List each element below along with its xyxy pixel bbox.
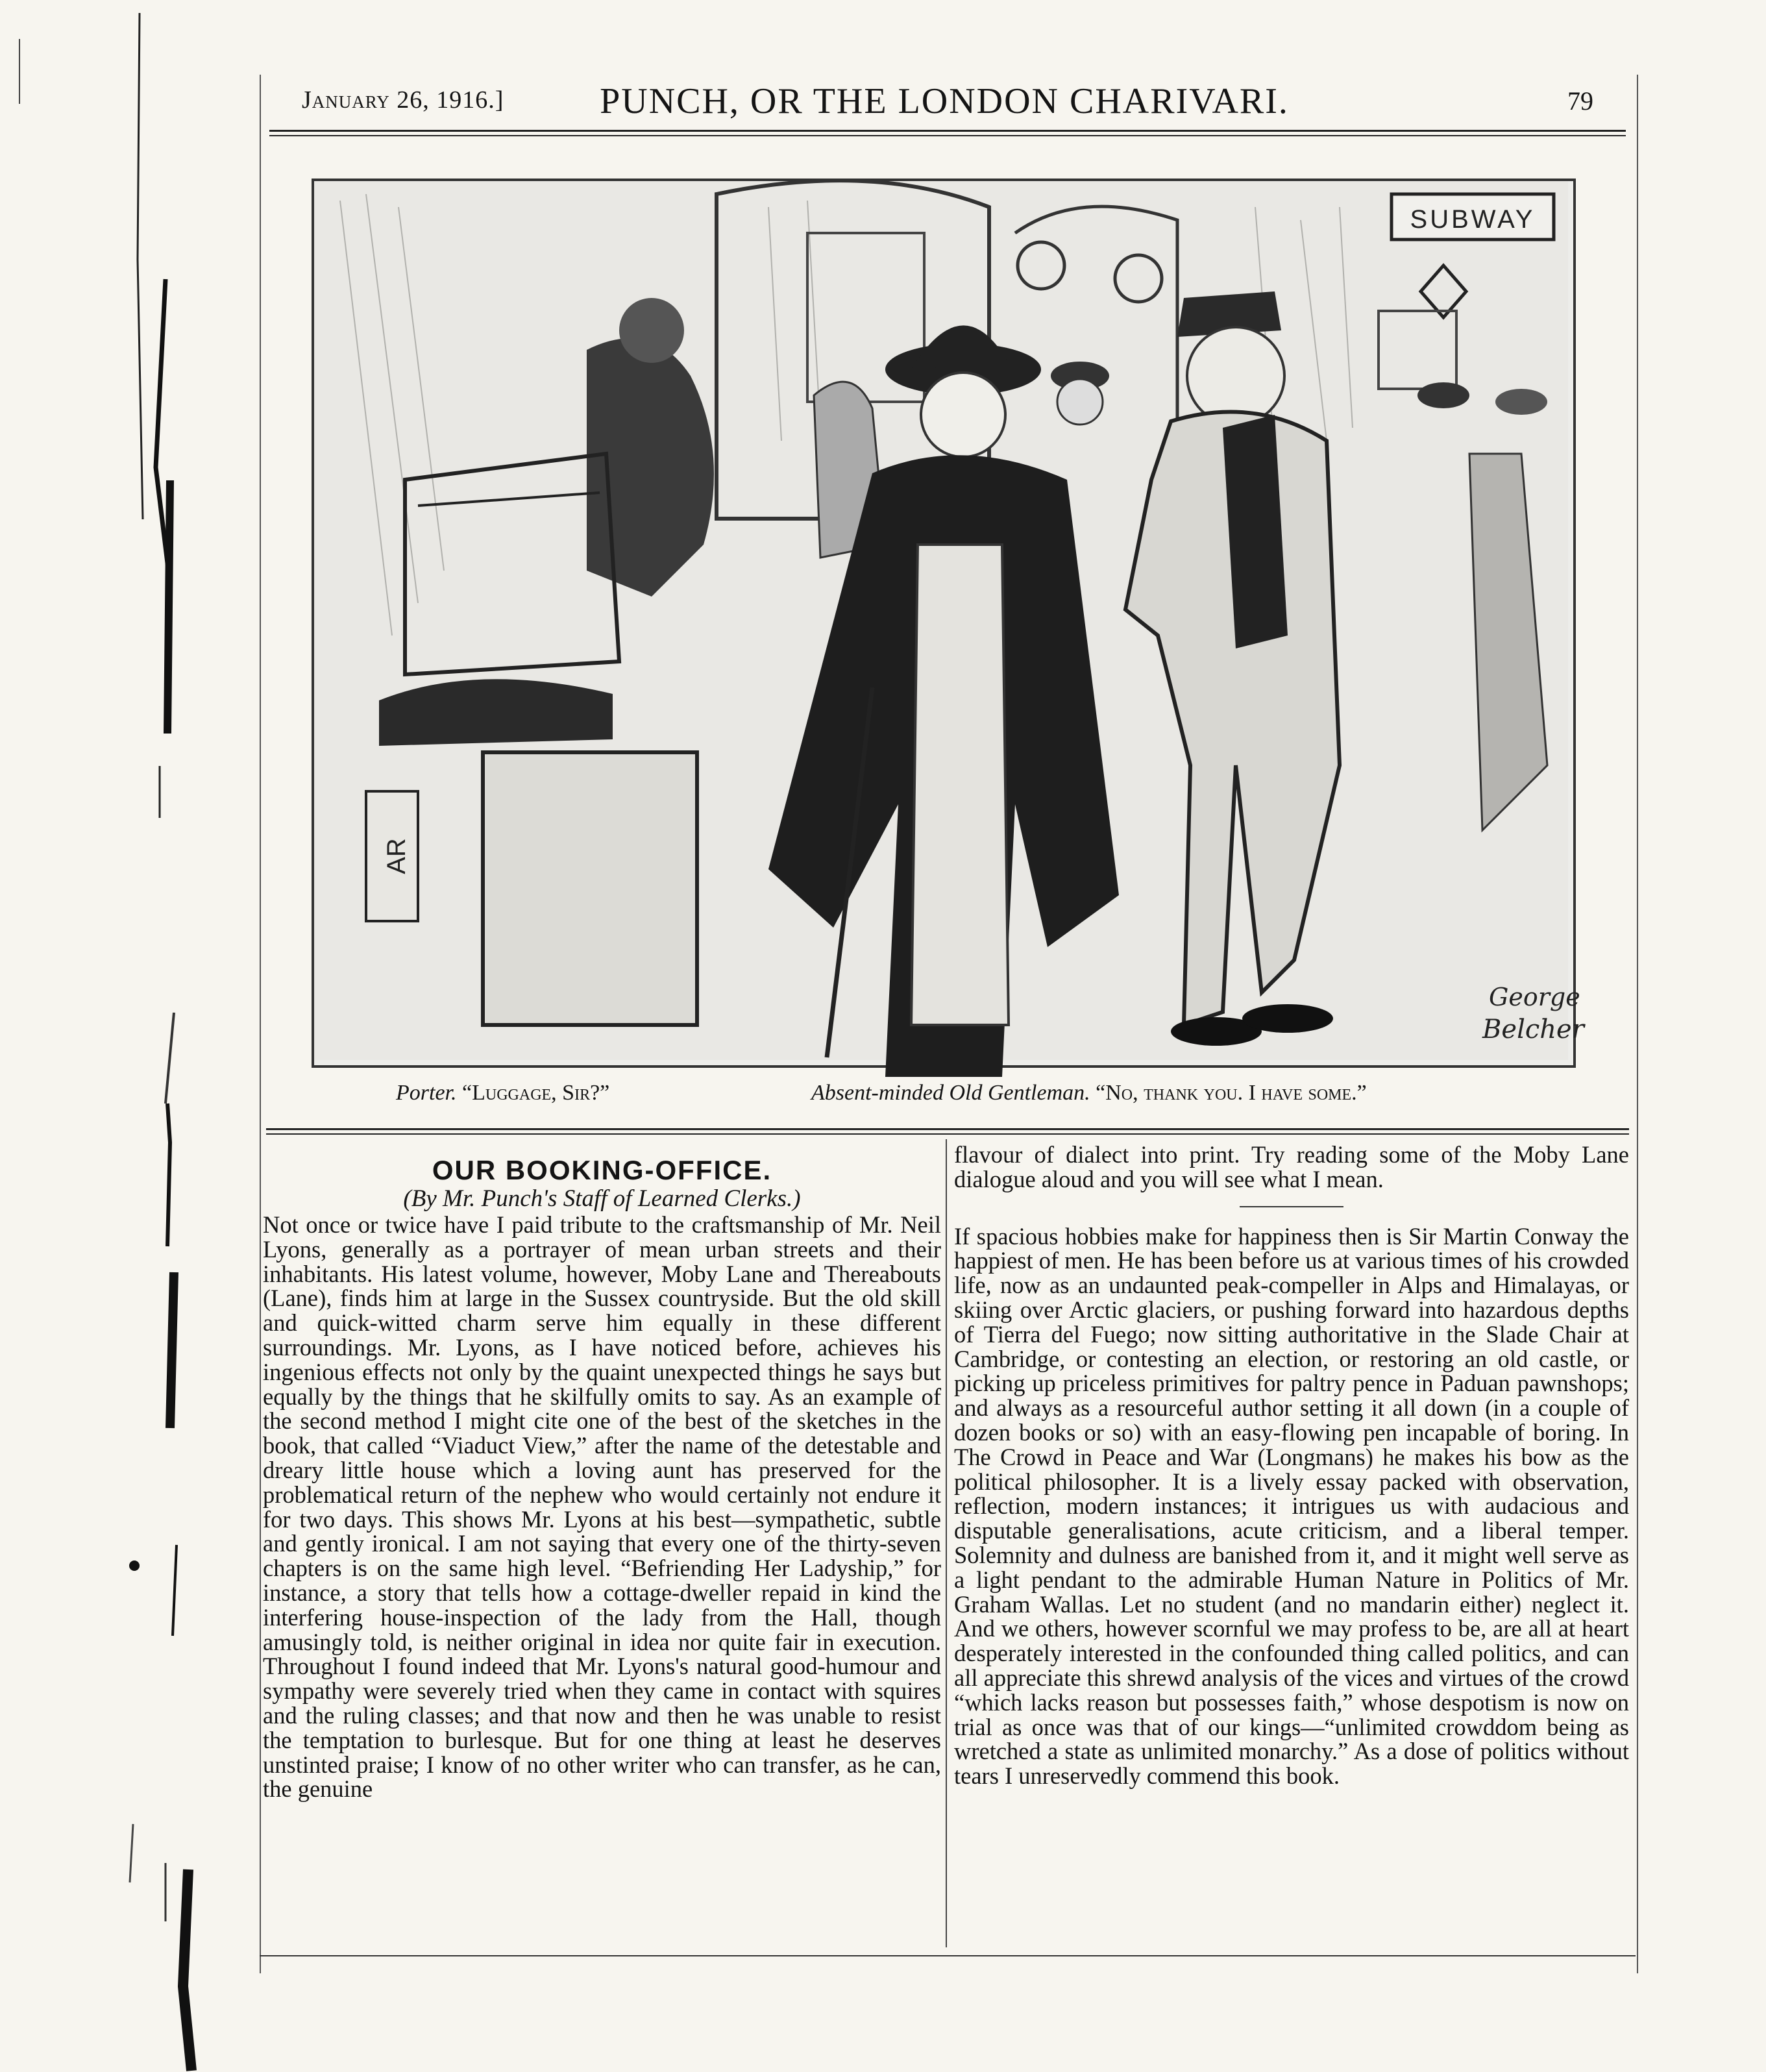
header-double-rule	[269, 130, 1626, 136]
caption-gentleman	[811, 1081, 1367, 1105]
subway-sign: SUBWAY	[1410, 205, 1536, 234]
review-neil-lyons: Not once or twice have I paid tribute to the craftsmanship of Mr. Neil Lyons, generally as a portrayer of mean urban streets and their inhabitants. His latest volume, however, Moby Lane and Thereabouts (Lane), finds him at large in the Sussex countryside. But the old skill and quick-witted charm serve him equally in these different surroundings. Mr. Lyons, as I have noticed before, achieves his ingenious effects not only by the quaint unexpected things he says but equally by the things that he skilfully omits to say. As an example of the second method I might cite one of the best of the sketches in the book, that called “Viaduct View,” after the name of the detestable and dreary little house which a loving aunt has preserved for the problematical return of the nephew who would certainly not endure it for two days. This shows Mr. Lyons at his best—sympathetic, subtle and gently ironical. I am not saying that every one of the thirty-seven chapters is on the same high level. “Befriending Her Ladyship,” for instance, a story that tells how a cottage-dweller repaid in kind the interfering house-inspection of the lady from the Hall, though amusingly told, is neither original in idea nor quite fair in execution. Throughout I found indeed that Mr. Lyons's natural good-humour and sympathy were severely tried when they came in contact with squires and the ruling classes; and that now and then he was unable to resist the temptation to burlesque. But for one thing at least he deserves unstinted praise; I know of no other writer who can transfer, as he can, the genuine	[263, 1211, 941, 1803]
luggage-label-ar: AR	[382, 838, 411, 874]
running-header	[269, 78, 1619, 130]
article-heading: OUR BOOKING-OFFICE.	[432, 1155, 772, 1185]
page-bottom-rule	[260, 1955, 1636, 1956]
station-scene-drawing	[314, 181, 1584, 1060]
article-left-column	[263, 1155, 941, 1801]
artist-signature-line1: George	[1489, 983, 1580, 1011]
article-byline: (By Mr. Punch's Staff of Learned Clerks.)	[403, 1185, 801, 1212]
review-martin-conway: If spacious hobbies make for happiness then is Sir Martin Conway the happiest of men. He has been before us at various times of his crowded life, now as an undaunted peak-compeller in Alps and Himalayas, or skiing over Arctic glaciers, or pushing forward into hazardous depths of Tierra del Fuego; now sitting authoritative in the Slade Chair at Cambridge, or contesting an election, or restoring an old castle, or picking up priceless primitives for paltry pence in Paduan pawnshops; and always as a resourceful author setting it all down (in a couple of dozen books or so) with an easy-flowing pen incapable of boring. In The Crowd in Peace and War (Longmans) he makes his bow as the political philosopher. It is a lively essay packed with observation, reflection, modern instances; it intrigues us with audacious and disputable generalisations, acute criticism, and a liberal temper. Solemnity and dulness are banished from it, and it might well serve as a light pendant to the admirable Human Nature in Politics of Mr. Graham Wallas. Let no student (and no mandarin either) neglect it. And we others, however scornful we may profess to be, are all at heart desperately interested in the confounded thing called politics, and can all appreciate this shrewd analysis of the vices and virtues of the crowd “which lacks reason but possesses faith,” whose despotism is now on trial as once was that of our kings—“unlimited crowddom being as wretched a state as unlimited monarchy.” As a dose of politics without tears I unreservedly commend this book.	[954, 1222, 1629, 1790]
caption-porter	[396, 1081, 609, 1105]
column-divider	[946, 1139, 947, 1947]
cartoon-caption	[312, 1081, 1571, 1113]
artist-signature-line2: Belcher	[1482, 1015, 1584, 1044]
caption-porter-speech: “Luggage, Sir?”	[462, 1081, 610, 1105]
cartoon-illustration	[312, 179, 1584, 1068]
publication-title: PUNCH, OR THE LONDON CHARIVARI.	[600, 81, 1289, 121]
scan-edge-artifacts	[0, 0, 234, 2072]
page-number: 79	[1567, 86, 1593, 116]
article-top-double-rule	[266, 1128, 1629, 1135]
section-separator-rule	[1240, 1206, 1343, 1207]
issue-date: January 26, 1916.]	[302, 86, 504, 114]
caption-porter-speaker: Porter.	[396, 1081, 457, 1105]
article-right-column	[954, 1142, 1629, 1788]
caption-gentleman-speaker: Absent-minded Old Gentleman.	[811, 1081, 1090, 1105]
caption-gentleman-speech: “No, thank you. I have some.”	[1096, 1081, 1367, 1105]
review-neil-lyons-continued: flavour of dialect into print. Try reading some of the Moby Lane dialogue aloud and you will see what I mean.	[954, 1141, 1629, 1192]
